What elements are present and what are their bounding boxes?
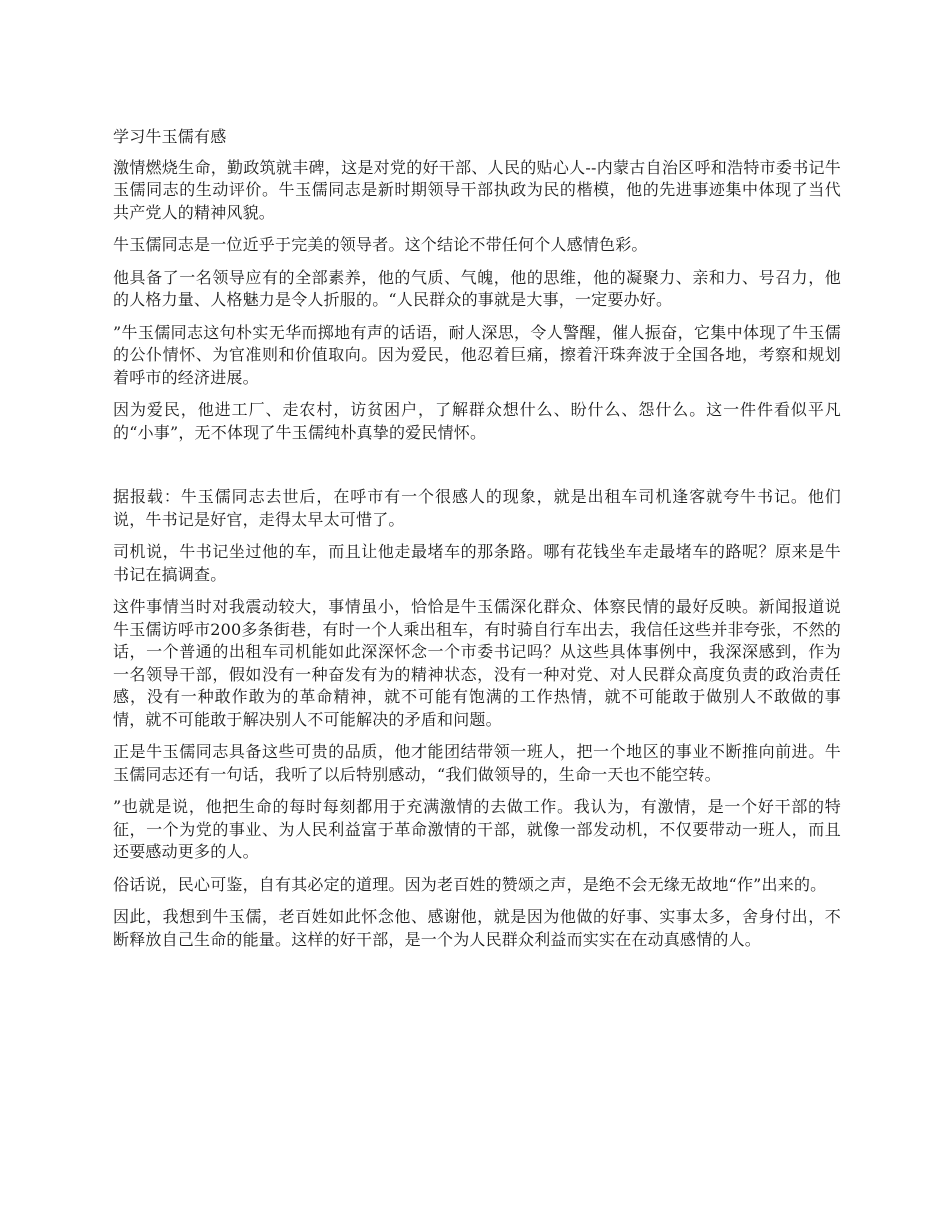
- paragraph: 正是牛玉儒同志具备这些可贵的品质，他才能团结带领一班人，把一个地区的事业不断推向前进。牛玉儒同志还有一句话，我听了以后特别感动，“我们做领导的，生命一天也不能空转。: [113, 742, 841, 784]
- paragraph: 因此，我想到牛玉儒，老百姓如此怀念他、感谢他，就是因为他做的好事、实事太多，舍身付出，不断释放自己生命的能量。这样的好干部，是一个为人民群众利益而实实在在动真感情的人。: [113, 907, 841, 949]
- paragraph: 据报载：牛玉儒同志去世后，在呼市有一个很感人的现象，就是出租车司机逢客就夸牛书记。他们说，牛书记是好官，走得太早太可惜了。: [113, 487, 841, 529]
- document-title: 学习牛玉儒有感: [113, 127, 227, 146]
- section-gap: [113, 454, 841, 486]
- paragraph: ”牛玉儒同志这句朴实无华而掷地有声的话语，耐人深思，令人警醒，催人振奋，它集中体现了牛玉儒的公仆情怀、为官准则和价值取向。因为爱民，他忍着巨痛，擦着汗珠奔波于全国各地，考察和规划着呼市的经济进展。: [113, 322, 841, 387]
- document-page: [113, 126, 841, 961]
- paragraph: ”也就是说，他把生命的每时每刻都用于充满激情的去做工作。我认为，有激情，是一个好干部的特征，一个为党的事业、为人民利益富于革命激情的干部，就像一部发动机，不仅要带动一班人，而且还要感动更多的人。: [113, 797, 841, 861]
- paragraph: 激情燃烧生命，勤政筑就丰碑，这是对党的好干部、人民的贴心人--内蒙古自治区呼和浩特市委书记牛玉儒同志的生动评价。牛玉儒同志是新时期领导干部执政为民的楷模，他的先进事迹集中体现了当代共产党人的精神风貌。: [113, 157, 841, 222]
- paragraph: 这件事情当时对我震动较大，事情虽小，恰恰是牛玉儒深化群众、体察民情的最好反映。新闻报道说牛玉儒访呼市200多条街巷，有时一个人乘出租车，有时骑自行车出去，我信任这些并非夸张，不然的话，一个普通的出租车司机能如此深深怀念一个市委书记吗？从这些具体事例中，我深深感到，作为一名领导干部，假如没有一种奋发有为的精神状态，没有一种对党、对人民群众高度负责的政治责任感，没有一种敢作敢为的革命精神，就不可能有饱满的工作热情，就不可能敢于做别人不敢做的事情，就不可能敢于解决别人不可能解决的矛盾和问题。: [113, 597, 841, 729]
- paragraph: 俗话说，民心可鉴，自有其必定的道理。因为老百姓的赞颂之声，是绝不会无缘无故地“作”出来的。: [113, 874, 827, 894]
- paragraph: 司机说，牛书记坐过他的车，而且让他走最堵车的那条路。哪有花钱坐车走最堵车的路呢？原来是牛书记在搞调查。: [113, 542, 841, 584]
- paragraph: 他具备了一名领导应有的全部素养，他的气质、气魄，他的思维，他的凝聚力、亲和力、号召力，他的人格力量、人格魅力是令人折服的。“人民群众的事就是大事，一定要办好。: [113, 267, 841, 309]
- paragraph: 因为爱民，他进工厂、走农村，访贫困户，了解群众想什么、盼什么、怨什么。这一件件看似平凡的“小事”，无不体现了牛玉儒纯朴真挚的爱民情怀。: [113, 400, 841, 442]
- paragraph: 牛玉儒同志是一位近乎于完美的领导者。这个结论不带任何个人感情色彩。: [113, 235, 648, 254]
